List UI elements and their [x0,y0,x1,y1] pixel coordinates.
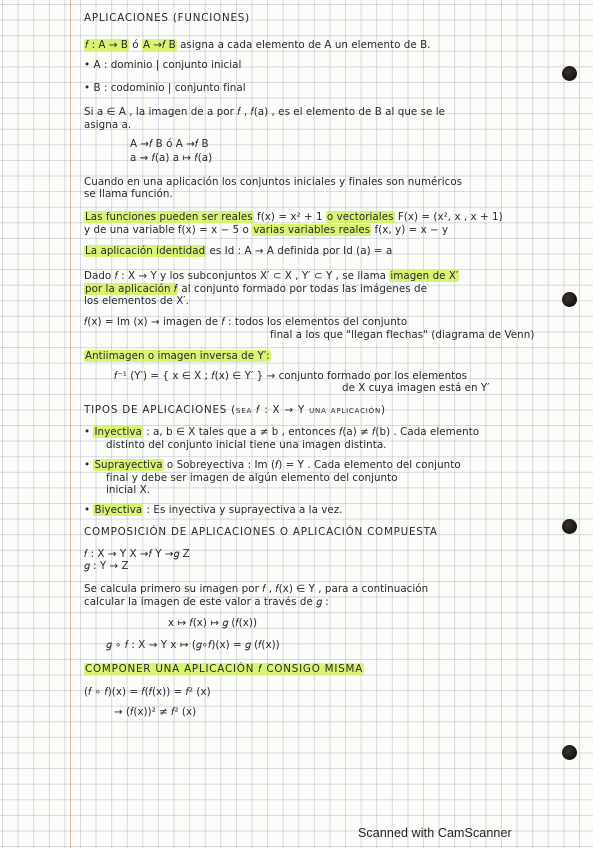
highlight-antiimagen: Antiimagen o imagen inversa de Y′: [85,350,270,362]
bullet-biyectiva [84,504,343,517]
margin-line [70,0,71,848]
highlight-inyectiva: Inyectiva [94,426,142,438]
text: ó [128,39,142,51]
heading-componer [84,663,364,676]
heading-tipos: TIPOS DE APLICACIONES (sea 𝑓 : X → Y una aplicación) [84,404,386,416]
note-line-fof: (𝑓 ∘ 𝑓)(x) = 𝑓(𝑓(x)) = 𝑓² (x) [84,686,211,698]
highlight-reales: Las funciones pueden ser reales [85,211,253,223]
note-line-funcion: Cuando en una aplicación los conjuntos iniciales y finales son numéricos [84,176,463,188]
note-line-imagen: Si a ∈ A , la imagen de a por 𝑓 , 𝑓(a) , es el elemento de B al que se le [84,106,446,118]
highlight-vectoriales: o vectoriales [326,211,394,223]
note-line-tipos-funciones [84,211,503,224]
note-line-composicion-gof: 𝑔 ∘ 𝑓 : X → Y x ↦ (𝑔∘𝑓)(x) = 𝑔 (𝑓(x)) [106,639,280,651]
text: es Id : A → A definida por Id (a) = a [206,245,393,257]
binder-hole [562,66,577,81]
text: Dado 𝑓 : X → Y y los subconjuntos X′ ⊂ X , Y′ ⊂ Y , se llama [84,270,390,282]
text: y de una variable f(x) = x − 5 o [84,224,253,236]
text: al conjunto formado por todas las imágenes de [178,283,427,295]
note-line-fof-ineq: → (𝑓(x))² ≠ 𝑓² (x) [114,706,197,718]
text: F(x) = (x², x , x + 1) [394,211,503,223]
binder-hole [562,519,577,534]
note-line-composicion-map: x ↦ 𝑓(x) ↦ 𝑔 (𝑓(x)) [168,617,258,629]
highlight-biyectiva: Biyectiva [94,504,143,516]
text: : a, b ∈ X tales que a ≠ b , entonces 𝑓(a) ≠ 𝑓(b) . Cada elemento [142,426,480,438]
note-line-imagen-cont: asigna a. [84,119,132,131]
note-line-definition [84,39,431,52]
note-line-im: 𝑓(x) = Im (x) → imagen de 𝑓 : todos los elementos del conjunto [84,316,408,328]
highlight-por-aplicacion: por la aplicación 𝑓 [85,283,178,295]
text: • [84,426,94,438]
highlight-notation-a: 𝑓 : A → B [85,39,128,51]
note-line-antiimagen-def: 𝑓⁻¹ (Y′) = { x ∈ X ; 𝑓(x) ∈ Y′ } → conjunto formado por los elementos [114,370,467,382]
highlight-identidad: La aplicación identidad [85,245,206,257]
highlight-componer: COMPONER UNA APLICACIÓN 𝑓 CONSIGO MISMA [85,663,364,675]
note-line-imagen-subconjunto [84,270,459,283]
mapping-diagram-top: A →𝑓 B ó A →𝑓 B [130,138,209,150]
note-line-antiimagen-title [84,350,271,363]
heading-composicion: COMPOSICIÓN DE APLICACIONES O APLICACIÓN COMPUESTA [84,526,438,538]
text: f(x) = x² + 1 [253,211,326,223]
scanner-watermark: Scanned with CamScanner [358,826,512,840]
note-line-variables [84,224,448,237]
highlight-varias-variables: varias variables reales [253,224,371,236]
text: • [84,459,94,471]
text: : Es inyectiva y suprayectiva a la vez. [143,504,343,516]
text: o Sobreyectiva : Im (𝑓) = Y . Cada elemento del conjunto [163,459,461,471]
highlight-notation-b: A →𝑓 B [142,39,176,51]
binder-hole [562,292,577,307]
note-line-composicion-def-2: 𝑔 : Y → Z [84,560,129,572]
bullet-suprayectiva-cont-2: inicial X. [106,484,151,496]
note-line-composicion-def: 𝑓 : X → Y X →𝑓 Y →𝑔 Z [84,548,190,560]
highlight-suprayectiva: Suprayectiva [94,459,163,471]
text: asigna a cada elemento de A un elemento de B. [176,39,431,51]
mapping-diagram-bottom: a ⇝ 𝑓(a) a ↦ 𝑓(a) [130,152,213,164]
bullet-inyectiva-cont: distinto del conjunto inicial tiene una imagen distinta. [106,439,387,451]
text: • [84,504,94,516]
text: f(x, y) = x − y [371,224,449,236]
bullet-suprayectiva-cont: final y debe ser imagen de algún elemento del conjunto [106,472,398,484]
bullet-dominio: • A : dominio | conjunto inicial [84,59,242,71]
note-line-composicion-calculo-2: calcular la imagen de este valor a través de 𝑔 : [84,596,329,608]
note-line-funcion-cont: se llama función. [84,188,173,200]
bullet-suprayectiva [84,459,461,472]
bullet-codominio: • B : codominio | conjunto final [84,82,246,94]
note-line-im-cont: final a los que "llegan flechas" (diagrama de Venn) [270,329,535,341]
binder-hole [562,745,577,760]
highlight-imagen-x: imagen de X′ [390,270,459,282]
note-line-antiimagen-def-cont: de X cuya imagen está en Y′ [342,382,490,394]
note-line-composicion-calculo: Se calcula primero su imagen por 𝑓 , 𝑓(x) ∈ Y , para a continuación [84,583,429,595]
heading-aplicaciones: APLICACIONES (FUNCIONES) [84,12,250,24]
note-line-imagen-subconjunto-3: los elementos de X′. [84,295,190,307]
note-line-identidad [84,245,392,258]
bullet-inyectiva [84,426,479,439]
